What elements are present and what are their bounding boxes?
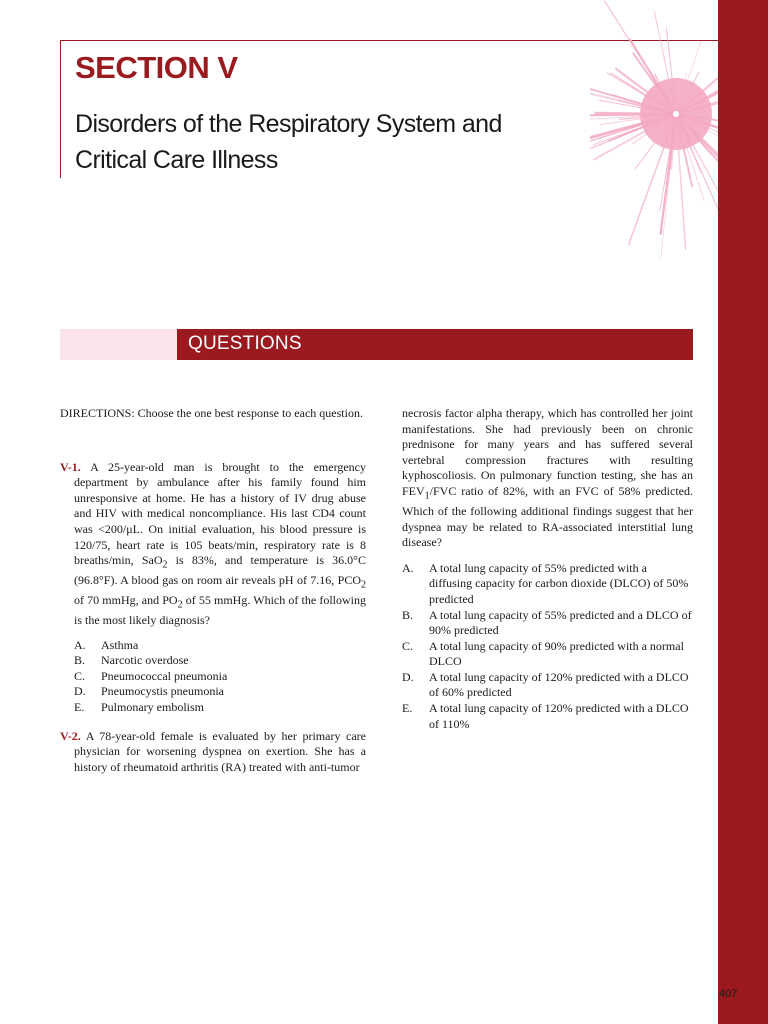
chapter-sidebar (718, 0, 768, 1024)
option-item: C. Pneumococcal pneumonia (74, 668, 228, 683)
header-left-rule (60, 40, 61, 178)
question-v1: V-1. A 25-year-old man is brought to the emergency department by ambulance after his family found him unresponsive at home. He has a history of IV drug abuse and HIV with medical noncompliance. His last CD4 count was <200/μL. On initial evaluation, his blood pressure is 120/75, heart rate is 105 beats/min, respiratory rate is 8 breaths/min, SaO$_2$ is 83%, and temperature is 36.0°C (96.8°F). A blood gas on room air reveals pH of 7.16, $PCO_2$ of 70 mmHg, and $PO_2$ of 55 mmHg. Which of the following is the most likely diagnosis? (60, 459, 367, 628)
options-v1 (60, 638, 366, 716)
questions-heading: QUESTIONS (188, 333, 302, 354)
options-v2 (402, 561, 693, 733)
option-item: E. Pulmonary embolism (74, 700, 204, 715)
page-number: 407 (719, 988, 738, 1000)
option-item: C. A total lung capacity of 90% predicted with a normal DLCO (402, 638, 684, 669)
questions-band-pink (60, 329, 177, 360)
subtitle-line-1: Disorders of the Respiratory System and (75, 110, 502, 138)
question-v2: V-2. A 78-year-old female is evaluated by her primary care physician for worsening dyspnea on exertion. She has a history of rheumatoid arthritis (RA) treated with anti-tumor (60, 728, 366, 774)
question-number: V-1. (60, 459, 81, 474)
section-title: SECTION V (75, 50, 238, 85)
directions: DIRECTIONS: Choose the one best response to each question. (60, 406, 363, 420)
option-item: D. A total lung capacity of 120% predicted with a DLCO of 60% predicted (402, 669, 689, 700)
option-item: E. A total lung capacity of 120% predicted with a DLCO of 110% (402, 701, 689, 731)
option-item: D. Pneumocystis pneumonia (74, 684, 224, 699)
question-number: V-2. (60, 728, 81, 743)
subtitle-line-2: Critical Care Illness (75, 146, 278, 174)
option-item: A. A total lung capacity of 55% predicted with a diffusing capacity for carbon dioxide (DLCO) of 50% predicted (402, 560, 689, 606)
option-item: B. Narcotic overdose (74, 653, 189, 668)
option-item: B. A total lung capacity of 55% predicted and a DLCO of 90% predicted (402, 607, 692, 638)
option-item: A. Asthma (74, 637, 139, 652)
left-column (60, 406, 366, 775)
section-subtitle (75, 106, 545, 178)
right-column (402, 406, 693, 732)
starburst-decoration (590, 0, 718, 275)
question-v2-continued: necrosis factor alpha therapy, which has controlled her joint manifestations. She had previously been on chronic prednisone for many years and has suffered several vertebral compression fractures with resulting kyphoscoliosis. On pulmonary function testing, she has an $FEV_1$/FVC ratio of 82%, with an FVC of 58% predicted. Which of the following additional findings suggest that her dyspnea may be related to RA-associated interstitial lung disease? (402, 406, 693, 550)
